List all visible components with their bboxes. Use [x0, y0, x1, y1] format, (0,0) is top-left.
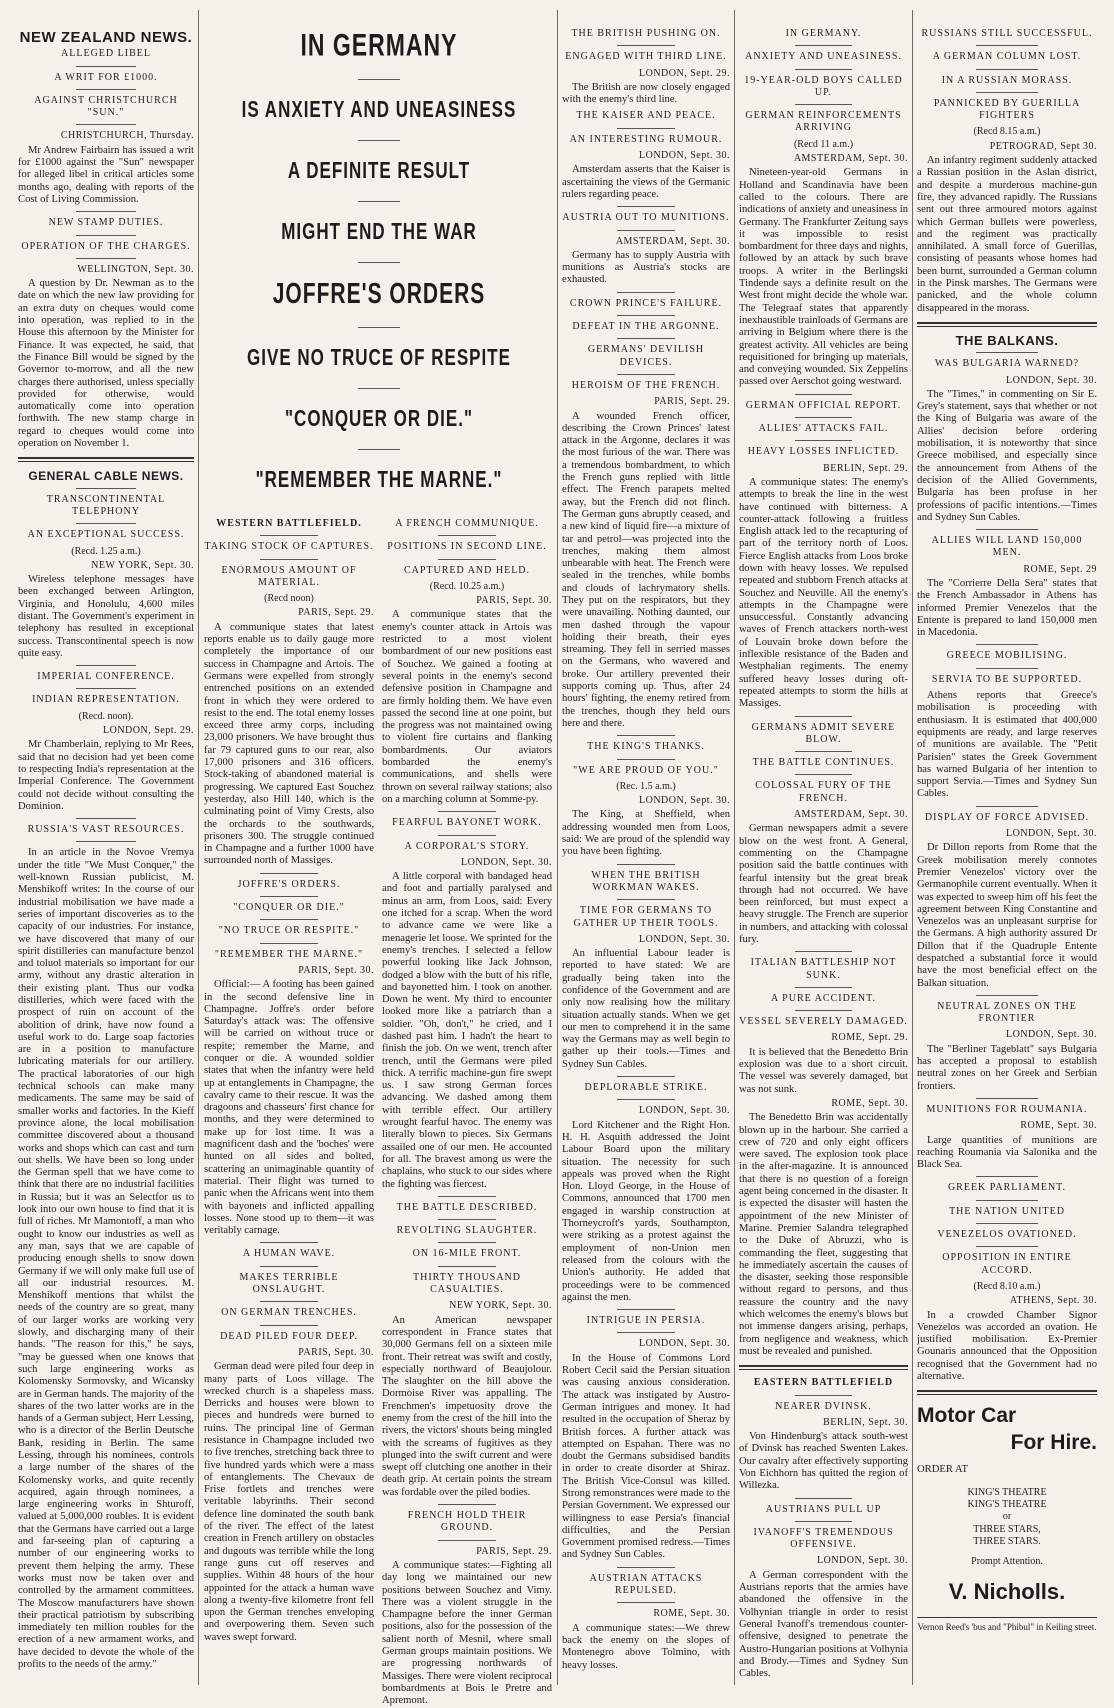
column-rule	[198, 10, 199, 1685]
dateline: PETROGRAD, Sept 30.	[989, 140, 1097, 152]
subhead: GERMANS' DEVILISH DEVICES.	[587, 344, 705, 368]
article-austria-munitions	[562, 212, 730, 286]
article-battle-described	[382, 1202, 552, 1499]
dateline: AMSTERDAM, Sept. 30.	[793, 153, 908, 165]
subhead: ON 16-MILE FRONT.	[412, 1248, 522, 1260]
ad-text: KING'S THEATRE	[967, 1498, 1047, 1510]
subhead: "WE ARE PROUD OF YOU."	[573, 764, 719, 776]
main-headline-stack	[206, 24, 552, 493]
headline: GREEK PARLIAMENT.	[947, 1182, 1067, 1194]
article-body: An American newspaper correspondent in France states that 30,000 Germans fell on a sixteen mile front. Their retreat was swift and costly, especially northward of Beaujolour. The slaughter on the hill above the Dormoise River was appalling. The Frenchmen's impetuosity drove the enemy from the crest of the hill into the rivers, the victors' shouts being mingled with the screams of fugitives as they plunged into the swift current and were swept off clutching one another in their death grip. At certain points the stream was fordable over the piled bodies.	[382, 1314, 552, 1498]
article-austrian-attacks	[562, 1573, 730, 1672]
subhead: AN EXCEPTIONAL SUCCESS.	[27, 529, 185, 541]
article-body: An infantry regiment suddenly attacked a Russian position in the Aslan district, and despite a murderous machine-gun fire, they advanced rapidly. The Russians sent out three armoured motors against which German bullets were powerless, and the regiment was practically annihilated. A small force of Guerillas, consisting of peasants whose homes had been burnt, surrounded a German column in the Pinsk marshes. The Germans were panicked, and the whole column disappeared in the morass.	[917, 155, 1097, 314]
subhead: COLOSSAL FURY OF THE FRENCH.	[755, 780, 892, 804]
dateline: LONDON, Sept. 30.	[461, 856, 552, 868]
column-5	[739, 24, 908, 1686]
dateline: LONDON, Sept. 30.	[1006, 1029, 1097, 1041]
dateline: LONDON, Sept. 30.	[639, 795, 730, 807]
headline-4: MIGHT END THE WAR	[281, 218, 477, 245]
subhead: WAS BULGARIA WARNED?	[934, 358, 1080, 370]
article-in-germany	[739, 28, 908, 389]
ad-headline: For Hire.	[1010, 1431, 1097, 1455]
article-body: Germany has to supply Austria with munitions as Austria's stocks are exhausted.	[562, 249, 730, 286]
article-body: Wireless telephone messages have been exchanged between Arlington, Virginia, and Honolulu, 4,600 miles distant. The Government's experiment in telephony has resulted in exceptional success. Transcontinental speech is now quite easy.	[18, 574, 194, 659]
headline-1: IN GERMANY	[300, 27, 458, 63]
article-body: A communique states that latest reports enable us to daily gauge more completely the importance of our success in Champagne and Artois. The Germans were expelled from strongly entrenched positions on an extended front in which they were ordered to resist to the end. The total enemy losses exceed three army corps, including 23,000 prisoners. We have brought thus far 79 captured guns to our rear, also 17,000 prisoners and 316 officers. Stock-taking of abandoned material is progressing. We captured East Souchez yesterday, also Hill 140, which is the culminating point of Vimy Crests, also the orchards to the southwards, prisoners 300. The struggle continued in Champagne and a further 1000 have surrounded north of Massiges.	[204, 621, 374, 867]
ad-text: Prompt Attention.	[971, 1556, 1043, 1568]
dateline: WELLINGTON, Sept. 30.	[77, 263, 194, 275]
article-kings-thanks	[562, 741, 730, 858]
advertisement-motor-car	[917, 1402, 1097, 1633]
subhead: THE NATION UNITED	[949, 1205, 1065, 1217]
subhead: HEROISM OF THE FRENCH.	[571, 379, 721, 391]
ad-text: or	[1002, 1511, 1012, 1523]
headline: RUSSIANS STILL SUCCESSFUL.	[921, 28, 1093, 39]
subhead: THE BATTLE CONTINUES.	[752, 757, 895, 769]
article-germans-admit	[739, 722, 908, 947]
column-4	[562, 24, 730, 1686]
article-bayonet-work	[382, 817, 552, 1191]
dateline: PARIS, Sept. 30.	[476, 595, 552, 607]
subhead: MAKES TERRIBLE ONSLAUGHT.	[239, 1271, 339, 1296]
article-munitions-roumania	[917, 1104, 1097, 1171]
headline-5: JOFFRE'S ORDERS	[272, 278, 486, 310]
headline: WHEN THE BRITISH WORKMAN WAKES.	[591, 869, 701, 893]
article-russians-successful	[917, 28, 1097, 315]
subhead: INDIAN REPRESENTATION.	[32, 694, 180, 706]
column-1	[18, 24, 194, 1686]
dateline: ROME, Sept. 29.	[831, 1032, 908, 1044]
headline: DEPLORABLE STRIKE.	[584, 1082, 708, 1094]
headline: MUNITIONS FOR ROUMANIA.	[926, 1103, 1088, 1115]
article-body: Athens reports that Greece's mobilisation is proceeding with enthusiasm. It is estimated that 400,000 equipments are ready, and large reserves of munitions are available. The "Petit Parisien" states the Greek Government has warned Bulgaria of her intention to support Servia.—Times and Sydney Sun Cables.	[917, 690, 1097, 800]
headline: JOFFRE'S ORDERS.	[237, 878, 341, 890]
article-body: The King, at Sheffield, when addressing wounded men from Loos, said: We are proud of the splendid way you have been fighting.	[562, 809, 730, 858]
subhead: DEFEAT IN THE ARGONNE.	[572, 321, 720, 333]
headline: ALLIES WILL LAND 150,000 MEN.	[931, 535, 1083, 559]
subhead: A PURE ACCIDENT.	[771, 992, 876, 1004]
subhead: REVOLTING SLAUGHTER.	[396, 1225, 538, 1237]
article-body: Amsterdam asserts that the Kaiser is ascertaining the views of the Germanic rulers regarding peace.	[562, 164, 730, 200]
headline-8: "REMEMBER THE MARNE."	[255, 466, 503, 493]
article-imperial-conference	[18, 671, 194, 813]
article-eastern-battlefield	[739, 1377, 908, 1492]
ad-headline: Motor Car	[917, 1404, 1017, 1428]
headline: NEW ZEALAND NEWS.	[19, 29, 193, 46]
article-body: German newspapers admit a severe blow on the west front. A General, commenting on the Champagne position said the battle continues with fearful intensity but the great break through had not occurred. We have been reinforced, but must expect a heavy struggle. The French are superior in numbers, and attacking with colossal fury.	[739, 823, 908, 945]
dateline: LONDON, Sept. 29.	[639, 67, 730, 79]
article-body: A German correspondent with the Austrians reports that the armies have abandoned the offensive in the Volhynian triangle in order to resist General Ivanoff's tremendous counter-offensive, designed to penetrate the Austro-Hungarian positions at Volhynia and Brody.—Times and Sydney Sun Cables.	[739, 1569, 908, 1680]
received-time: (Recd. 10.25 a.m.)	[429, 580, 505, 592]
headline: A HUMAN WAVE.	[242, 1248, 336, 1260]
ad-text: THREE STARS.	[973, 1535, 1041, 1547]
dateline: AMSTERDAM, Sept. 30.	[615, 235, 730, 247]
dateline: BERLIN, Sept. 29.	[823, 462, 908, 474]
column-2	[204, 514, 374, 1686]
ad-text: KING'S THEATRE	[967, 1486, 1047, 1498]
subhead: TRANSCONTINENTAL TELEPHONY	[46, 493, 166, 517]
dateline: LONDON, Sept. 30.	[1006, 828, 1097, 840]
article-body: A communique states: The enemy's attempts to break the line in the west have continued with bitterness. A counter-attack following a fruitless English attack led to the recapturing of part of the territory north of Loos. Fierce English attacks from Loos broke down with heavy losses. We repulsed repeated and stubborn French attacks at Souchez and Neuville. All the enemy's attempts in the Champagne were unsuccessful. Constantly advancing waves of French attackers north-west of Louvain broke down before the inflexible resistance of the Baden and Westphalian regiments. The enemy suffered heavy losses during oft-repeated attempts to storm the hills at Massiges.	[739, 476, 908, 710]
article-greek-parliament	[917, 1182, 1097, 1383]
article-body: In a crowded Chamber Signor Venezelos was accorded an ovation. He justified mobilisation. Ex-Premier Gounaris announced that the Opposition recognised that the Government had no alternative.	[917, 1309, 1097, 1383]
article-body: In an article in the Novoe Vremya under the title "We Must Conquer," the well-known Russian publicist, M. Menshikoff writes: In the course of our industrial mobilisation we have made a series of important discoveries as to the capacity of our industries. For instance, we have discovered that many of our spirit distilleries can manufacture benzol and toluol materials so important for our army, without any drastic alteration in their existing plant. Thus our vodka distilleries, which were faced with the prospect of ruin on account of the abolition of drink, have now found a useful work to do. Large soap factories are in a position to manufacture lubricating materials for our artillery. The practical laboratories of our high technical schools can make many medicaments. The same may be said of smaller works and factories. In the Kieff province alone, the local mobilisation committee discovered about a thousand works and shops which can cast and turn out shells. We have been so long under the German spell that we have come to think that there are no industrial facilities in Russia; but it was an Selectfor us to look into our own house to find that it is full of riches. Mr Mamontoff, a man who ought to know our industries as well as any man, says that we are capable of producing enough shells to snow down Germany if we will only make full use of all our industrial resources. M. Menshikoff mentions that whilst the needs of the country are so great, many of our larger works are working very slowly, and discharging many of their hands. "The reason for this," he says, "may be guessed when one knows that such large engineering works as Kolomensky Sormovsky, and Wicansky are in German hands. The majority of the shares of the two latter works are in the hands of a German subject, Herr Lessing, who is a director of the Berlin Deutsche Bank, residing in Berlin. The same Lessing, through his nominees, controls a large number of the shares of the Kolomensky works, and quite recently acquired, again through nominees, a large engineering works in Shturoff, valued at 5,000,000 roubles. It is evident that the Germans have carried out a large and far-seeing plan of capturing a number of our engineering works to prevent them helping the army. These works must now be taken over and controlled by the armament committees. The Moscow manufacturers have shown their practical patriotism by subscribing immediately ten million roubles for the erection of a new armament works, and have decided to devote the whole of the profits to the needs of the army."	[18, 847, 194, 1671]
headline: THE KAISER AND PEACE.	[576, 110, 716, 122]
headline-2: IS ANXIETY AND UNEASINESS	[241, 96, 517, 123]
article-display-force	[917, 812, 1097, 990]
headline: EASTERN BATTLEFIELD	[753, 1377, 894, 1389]
article-french-hold	[382, 1510, 552, 1707]
subhead: ANXIETY AND UNEASINESS.	[745, 51, 902, 63]
received-time: (Recd. 1.25 a.m.)	[71, 545, 141, 557]
article-body: Large quantities of munitions are reaching Roumania via Salonika and the Black Sea.	[917, 1134, 1097, 1171]
subhead: POSITIONS IN SECOND LINE.	[387, 541, 547, 553]
dateline: ROME, Sept. 30.	[831, 1097, 908, 1109]
subhead: "REMEMBER THE MARNE."	[214, 948, 364, 960]
headline: AUSTRIA OUT TO MUNITIONS.	[562, 212, 730, 224]
column-rule	[734, 10, 735, 1685]
subhead: "CONQUER OR DIE."	[233, 902, 345, 914]
dateline: ROME, Sept. 30.	[1020, 1120, 1097, 1132]
received-time: (Recd 8.15 a.m.)	[973, 126, 1041, 138]
received-time: (Rec. 1.5 a.m.)	[616, 780, 676, 792]
headline: THE BALKANS.	[955, 332, 1059, 348]
subhead: VENEZELOS OVATIONED.	[937, 1229, 1077, 1241]
headline: DISPLAY OF FORCE ADVISED.	[924, 811, 1090, 823]
article-body: It is believed that the Benedetto Brin explosion was due to a short circuit. The vessel was severely damaged, but was not sunk.	[739, 1046, 908, 1095]
headline: A FRENCH COMMUNIQUE.	[395, 518, 539, 529]
article-intrigue-persia	[562, 1315, 730, 1562]
headline-6: GIVE NO TRUCE OF RESPITE	[247, 344, 511, 371]
subhead: OPPOSITION IN ENTIRE ACCORD.	[942, 1252, 1072, 1276]
dateline: LONDON, Sept. 29.	[103, 725, 194, 737]
article-body: A communique states that the enemy's counter attack in Artois was restricted to a most violent bombardment of our new positions east of Souchez. We gained a footing at several points in the enemy's second defensive position in Champagne and are firmly holding them. We have even passed the second line at one point, but the progress was not maintained owing to violent fire curtains and flanking bombardments. Our aviators bombarded the enemy's communications, and shells were thrown on several railway stations; also on a marching column at Somme-py.	[382, 609, 552, 805]
received-time: (Recd noon)	[264, 593, 314, 605]
article-human-wave	[204, 1248, 374, 1644]
article-body: Von Hindenburg's attack south-west of Dvinsk has reached Swenten Lakes. Our cavalry after effectively supporting Von Eichhorn has quitted the region of Willezka.	[739, 1431, 908, 1492]
article-body: Lord Kitchener and the Right Hon. H. H. Asquith addressed the Joint Labour Board upon the military situation. The necessity for such appeals was proved when the Right Hon. Lloyd George, in the House of Commons, announced that 1700 men engaged in warship construction at Thorneycroft's yards, Southampton, were striking as a protest against the employment of non-Union men released from the colours with the Union's authority. He added that proceedings were to be commenced against the men.	[562, 1119, 730, 1303]
subhead: ON GERMAN TRENCHES.	[221, 1307, 357, 1319]
headline: INTRIGUE IN PERSIA.	[586, 1315, 706, 1327]
column-6	[917, 24, 1097, 1686]
article-italian-battleship	[739, 957, 908, 1358]
dateline: PARIS, Sept. 30.	[298, 1346, 374, 1358]
article-body: A question by Dr. Newman as to the date on which the new law providing for an extra duty on cheques would come into operation, was replied to in the House this afternoon by the Minister for Finance. It was expected, he said, that the Finance Bill would be signed by the Governor to-morrow, and all the new charges there authorised, unless specially provided for otherwise, would automatically come into operation forthwith. The new stamp charge in regard to cheques would come into operation on November 1.	[18, 278, 194, 450]
subhead: ENGAGED WITH THIRD LINE.	[565, 51, 727, 63]
column-3	[382, 514, 552, 1707]
subhead: TIME FOR GERMANS TO GATHER UP THEIR TOOLS.	[573, 905, 719, 929]
article-body: A communique states:—We threw back the enemy on the slopes of Montenegro above Tolmino, with heavy losses.	[562, 1622, 730, 1671]
subhead: SERVIA TO BE SUPPORTED.	[931, 673, 1083, 685]
subhead: A CORPORAL'S STORY.	[404, 840, 530, 852]
dateline: NEW YORK, Sept. 30.	[91, 559, 194, 571]
dateline: LONDON, Sept. 30.	[639, 933, 730, 945]
subhead: "NO TRUCE OR RESPITE."	[218, 925, 360, 937]
dateline: PARIS, Sept. 30.	[298, 964, 374, 976]
subhead: OPERATION OF THE CHARGES.	[21, 240, 191, 252]
dateline: BERLIN, Sept. 30.	[823, 1416, 908, 1428]
dateline: ROME, Sept. 30.	[653, 1608, 730, 1620]
headline: FEARFUL BAYONET WORK.	[392, 817, 542, 829]
headline: NEW STAMP DUTIES.	[48, 217, 164, 229]
article-body: The "Times," in commenting on Sir E. Grey's statement, says that whether or not the King of Bulgaria was aware of the Allies' decision before ordering mobilisation, it is noteworthy that since Greece mobilised, and especially since the announcement from Athens of the decision of the Allied Governments, Bulgaria has been profuse in her professions of pacific intentions.—Times and Sydney Sun Cables.	[917, 388, 1097, 523]
received-time: (Recd 8.10 a.m.)	[973, 1280, 1041, 1292]
headline: GERMAN OFFICIAL REPORT.	[745, 399, 902, 411]
article-body: The "Corrierre Della Sera" states that the French Ambassador in Athens has informed Premier Venezelos that the Entente is prepared to land 150,000 men in Macedonia.	[917, 577, 1097, 639]
article-body: The British are now closely engaged with the enemy's third line.	[562, 81, 730, 106]
dateline: PARIS, Sept. 29.	[298, 607, 374, 619]
subhead: GERMAN REINFORCEMENTS ARRIVING	[745, 110, 902, 134]
subhead: A GERMAN COLUMN LOST.	[932, 51, 1082, 63]
dateline: AMSTERDAM, Sept. 30.	[793, 809, 908, 821]
dateline: PARIS, Sept. 29.	[654, 396, 730, 408]
dateline: LONDON, Sept. 30.	[639, 150, 730, 162]
ad-text: ORDER AT	[917, 1464, 968, 1476]
subhead: NEARER DVINSK.	[775, 1400, 872, 1412]
dateline: CHRISTCHURCH, Thursday.	[60, 130, 194, 142]
article-neutral-zones	[917, 1001, 1097, 1093]
headline: AUSTRIANS PULL UP	[765, 1503, 882, 1515]
article-greece-mobilising	[917, 650, 1097, 800]
headline: THE BRITISH PUSHING ON.	[571, 28, 721, 39]
article-british-pushing	[562, 28, 730, 106]
ad-text: THREE STARS,	[973, 1523, 1041, 1535]
article-body: An influential Labour leader is reported to have stated: We are gradually being taken into the confidence of the Government and are only now realising how the military situation actually stands. When we get our men to comprehend it in the same way the Germans may as well begin to gather up their tools.—Times and Sydney Sun Cables.	[562, 948, 730, 1070]
subhead: ALLEGED LIBEL	[61, 48, 151, 60]
subhead: HEAVY LOSSES INFLICTED.	[747, 446, 900, 458]
subhead: IVANOFF'S TREMENDOUS OFFENSIVE.	[753, 1526, 894, 1551]
article-body: A communique states:—Fighting all day long we maintained our new positions between Souchez and Vimy. There was a violent struggle in the Champagne before the inner German positions, also for the possession of the salient north of Mesnil, where small German groups maintain positions. We are progressing northwards of Massiges. There were violent reciprocal bombardments at Bois le Pretre and Apremont.	[382, 1559, 552, 1707]
ad-footnote: Vernon Reed's 'bus and "Phibul" in Keiling street.	[917, 1617, 1097, 1633]
article-cable-news	[18, 470, 194, 660]
subhead: ALLIES' ATTACKS FAIL.	[758, 423, 889, 435]
subhead: AN INTERESTING RUMOUR.	[569, 133, 723, 145]
subhead: ENORMOUS AMOUNT OF MATERIAL.	[221, 564, 357, 588]
headline: AUSTRIAN ATTACKS REPULSED.	[589, 1572, 703, 1597]
headline: ITALIAN BATTLESHIP NOT SUNK.	[750, 957, 897, 981]
subhead: PANNICKED BY GUERILLA FIGHTERS	[933, 97, 1081, 122]
article-joffre-orders	[204, 879, 374, 1238]
article-kaiser-peace	[562, 110, 730, 201]
article-nz-news	[18, 29, 194, 206]
headline: RUSSIA'S VAST RESOURCES.	[27, 824, 185, 836]
headline: FRENCH HOLD THEIR GROUND.	[407, 1510, 527, 1534]
article-british-workman	[562, 870, 730, 1071]
article-austrians-pull-up	[739, 1504, 908, 1681]
article-russia-resources	[18, 824, 194, 1671]
article-german-official	[739, 400, 908, 711]
article-body: Official:— A footing has been gained in the second defensive line in Champagne. Joffre's order before Saturday's attack was: The offensive will be carried on without truce or respite; remember the Marne, and conquer or die. A wounded soldier states that when the infantry were held up at entanglements in Champagne, the cavalry came to their rescue. It was the dragoons and chasseurs' first chance for months, and they were determined to make up for lost time. It was a magnificent dash and the 'boches' were hunted on all sides and bolted, scattering an unimaginable quantity of material. Their flight was turned to panic when the Africans went into them with bayonets and inflicted appalling losses. None stood up to them—it was veritably carnage.	[204, 979, 374, 1237]
headline: THE KING'S THANKS.	[587, 741, 705, 753]
article-body: The Benedetto Brin was accidentally blown up in the harbour. She carried a crew of 720 and only eight officers were saved. The explosion took place in the after-magazine. It is announced that there is no question of a foreign agent being concerned in the disaster. It is expected the disaster will hasten the appointment of the new Minister of Marine. Premier Salandra telegraphed to the Duke of Abruzzi, who is commanding the fleet, suggesting that he immediately ascertain the causes of the disaster, seeking those responsible without regard to persons, and thus reassure the country and the navy which welcomes the enemy's blows but not immense dangers arising, perhaps, from negligence and weakness, which must be revealed and punished.	[739, 1112, 908, 1357]
subhead: AGAINST CHRISTCHURCH "SUN."	[34, 94, 178, 119]
headline: IMPERIAL CONFERENCE.	[37, 671, 175, 683]
article-body: In the House of Commons Lord Robert Cecil said the Persian situation was causing anxious consideration. The attack was instigated by Austro-German intrigues and money. It had resulted in the occupation of Sheraz by British forces. A further attack was attempted on Espahan. There was no doubt the Germans subsidised bandits in order to create disorder at Shiraz. The British Vice-Consul was killed. Strong remonstrances were made to the Persian Government. We expressed our willingness to ease Persia's financial difficulties, and the Persian Government promised redress.—Times and Sydney Sun Cables.	[562, 1352, 730, 1561]
headline: CROWN PRINCE'S FAILURE.	[569, 297, 723, 309]
subhead: THIRTY THOUSAND CASUALTIES.	[412, 1271, 521, 1296]
article-body: A little corporal with bandaged head and foot and partially paralysed and minus an arm, from Loos, said: Every one itched for a scrap. When the word to advance came we were like a menagerie let loose. We sprinted for the enemy's trenches. I selected a fellow powerful looking like Jack Johnson, dodged a blow with the butt of his rifle, and bayonetted him. I took on another. Down he went. My third to encounter looked more like a patriarch than a soldier. "Oh, don't," he cried, and I dashed past him. I hadn't the heart to finish the job. On we went, trench after trench, until the Germans were piled thick. A terrific machine-gun fire swept us. I saw strong German forces advancing. We dashed among them with terrible effect. Our artillery wrought fearful havoc. The enemy was literally blown to pieces. Six Germans assailed one of our men. He accounted for all. The bravest among us were the chaplains, who stuck to our sides where the fighting was fiercest.	[382, 871, 552, 1190]
subhead: IN A RUSSIAN MORASS.	[941, 74, 1073, 86]
article-body: German dead were piled four deep in many parts of Loos village. The wrecked church is a shapeless mass. Derricks and houses were blown to pieces and hundreds were burned to ruins. The principal line of German resistance in Champagne included two to five trenches, stretching back three to five hundred yards which were a mass of entanglements. The Chevaux de Frise fortlets and trenches were veritable labyrinths. Their second defence line dominated the south bank of the river. The effect of the latest creation in French artillery on obstacles and dugouts was terrible while the long range guns cut off reserves and supplies. Within 48 hours of the hour appointed for the attack a human wave along a twenty-five kilometre front fell upon the German trenches enveloping and overpowering them. Seven such waves swept forward.	[204, 1361, 374, 1643]
article-stamp-duties	[18, 217, 194, 450]
article-body: Nineteen-year-old Germans in Holland and Scandinavia have been called to the colours. There are indications of anxiety and uneasiness in Germany. The Frankfurter Zeitung says it was impossible to resist bombardment for three days and nights, followed by an attack by such brave troops. A writer in the Berlingski Tindende says a definite result on the West front might decide the whole war. The Telegraaf states that apparently inexhaustible trainloads of Germans are arriving in Belgium where there is the greatest activity. All vehicles are being requisitioned for bringing up materials, and conveying wounded. Six Zeppelins passed over Aerschot going westward.	[739, 167, 908, 388]
headline-3: A DEFINITE RESULT	[287, 157, 471, 184]
dateline: LONDON, Sept. 30.	[817, 1555, 908, 1567]
ad-name: V. Nicholls.	[948, 1579, 1066, 1605]
headline-7: "CONQUER OR DIE."	[284, 405, 474, 432]
headline: GREECE MOBILISING.	[946, 650, 1068, 662]
subhead: 19-YEAR-OLD BOYS CALLED UP.	[744, 74, 903, 98]
article-deplorable-strike	[562, 1082, 730, 1304]
article-body: Mr Chamberlain, replying to Mr Rees, said that no decision had yet been come to respecting India's representation at the Imperial Conference. The Government could not decide without consulting the Dominion.	[18, 739, 194, 812]
article-body: Dr Dillon reports from Rome that the Greek mobilisation merely connotes Premier Venezelos' victory over the Germanophile current eventually. When it was expected to sweep him off his feet the agreement between King Constantine and Venezelos was an unpleasant surprise for the Germans. A high authority assured Dr Dillon that if the Quadruple Entente despatched a substantial force it would have the most beneficial effect on the Balkan situation.	[917, 842, 1097, 989]
article-balkans	[917, 332, 1097, 524]
article-french-communique	[382, 518, 552, 806]
article-body: Mr Andrew Fairbairn has issued a writ for £1000 against the "Sun" newspaper for alleged libel in critical articles some months ago, dealing with reports of the Cost of Living Commission.	[18, 144, 194, 205]
received-time: (Recd 11 a.m.)	[793, 138, 854, 150]
headline: IN GERMANY.	[785, 28, 862, 39]
subhead: A WRIT FOR £1000.	[54, 71, 158, 83]
dateline: LONDON, Sept. 30.	[639, 1338, 730, 1350]
subhead: TAKING STOCK OF CAPTURES.	[204, 541, 374, 553]
received-time: (Recd. noon).	[78, 710, 134, 722]
article-western-battlefield	[204, 518, 374, 868]
headline: WESTERN BATTLEFIELD.	[216, 518, 362, 529]
dateline: PARIS, Sept. 29.	[476, 1545, 552, 1557]
headline: THE BATTLE DESCRIBED.	[396, 1201, 538, 1213]
subhead: CAPTURED AND HELD.	[403, 564, 531, 576]
headline: NEUTRAL ZONES ON THE FRONTIER	[937, 1000, 1077, 1025]
headline: GERMANS ADMIT SEVERE BLOW.	[751, 721, 896, 745]
dateline: ATHENS, Sept. 30.	[1009, 1295, 1097, 1307]
dateline: LONDON, Sept. 30.	[639, 1105, 730, 1117]
article-body: The "Berliner Tageblatt" says Bulgaria has accepted a proposal to establish neutral zones on her Greek and Serbian frontiers.	[917, 1043, 1097, 1092]
column-rule	[912, 10, 913, 1685]
subhead: DEAD PILED FOUR DEEP.	[220, 1330, 358, 1342]
dateline: LONDON, Sept. 30.	[1006, 374, 1097, 386]
dateline: NEW YORK, Sept. 30.	[449, 1300, 552, 1312]
headline: GENERAL CABLE NEWS.	[28, 469, 184, 484]
dateline: ROME, Sept. 29	[1023, 563, 1097, 575]
subhead: VESSEL SEVERELY DAMAGED.	[739, 1016, 908, 1028]
article-allies-land	[917, 535, 1097, 639]
column-rule	[557, 10, 558, 1685]
article-body: A wounded French officer, describing the Crown Princes' latest attack in the Argonne, declares it was the most furious of the war. There was a tremendous bombardment, to which the French guns replied with little effect. The French parapets melted away, but the French did not flinch. The German guns abruptly ceased, and a new kind of liquid fire—a mixture of tar and petrol—was projected into the trenches, making them almost unbearable with heat. The French were sealed in the trenches, while bombs and clouds of lachrymatory shells. They put on the respirators, but they were unavailing. Nothing daunted, our men dashed through the vapour holding their breath, their eyes streaming. They fell in serried masses on the Germans, who wavered and broke. Our artillery prevented their supports coming up. Thus, after 24 hours' fighting, the enemy retired from the trenches, though they held ours here and there.	[562, 410, 730, 729]
article-crown-prince	[562, 298, 730, 731]
